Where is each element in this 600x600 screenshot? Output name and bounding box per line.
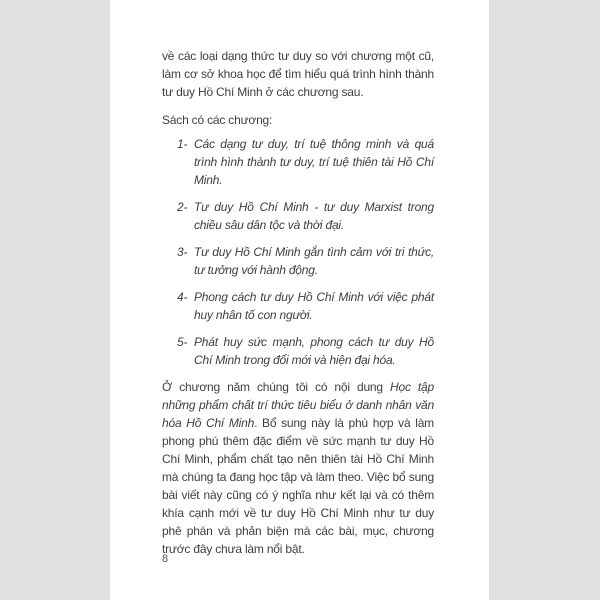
chapter-text: Các dạng tư duy, trí tuệ thông minh và quá trình hình thành tư duy, trí tuệ thiên tài Hồ Chí Minh. (194, 137, 434, 187)
closing-italic-title: Học tập những phẩm chất trí thức tiêu biểu ở danh nhân văn hóa Hồ Chí Minh (162, 380, 434, 430)
chapter-item-2 (177, 198, 434, 234)
book-page (110, 0, 489, 600)
chapter-number: 3- (177, 245, 188, 259)
photo-background-right (489, 0, 600, 600)
chapter-item-3 (177, 243, 434, 279)
chapter-text: Phát huy sức mạnh, phong cách tư duy Hồ Chí Minh trong đổi mới và hiện đại hóa. (194, 335, 434, 367)
intro-paragraph: về các loại dạng thức tư duy so với chương một cũ, làm cơ sở khoa học để tìm hiểu quá trình hình thành tư duy Hồ Chí Minh ở các chương sau. (162, 49, 434, 99)
chapter-text: Tư duy Hồ Chí Minh gắn tình cảm với tri thức, tư tưởng với hành động. (194, 245, 434, 277)
chapter-text: Tư duy Hồ Chí Minh - tư duy Marxist trong chiều sâu dân tộc và thời đại. (194, 200, 434, 232)
chapter-item-4 (177, 288, 434, 324)
chapter-number: 2- (177, 200, 188, 214)
closing-text-after: . Bổ sung này là phù hợp và làm phong phú thêm đặc điểm về sức mạnh tư duy Hồ Chí Minh, phẩm chất tạo nên thiên tài Hồ Chí Minh mà chúng ta đang học tập và làm theo. Việc bổ sung bài viết này cũng có ý nghĩa như kết lại và có thêm khía cạnh mới về tư duy Hồ Chí Minh như tư duy phê phán và phản biện mà các bài, mục, chương trước đây chưa làm nổi bật. (162, 416, 434, 556)
chapter-item-1 (177, 135, 434, 189)
page-number: 8 (162, 553, 169, 565)
chapter-number: 4- (177, 290, 188, 304)
chapter-text: Phong cách tư duy Hồ Chí Minh với việc phát huy nhân tố con người. (194, 290, 434, 322)
closing-paragraph (162, 378, 434, 558)
chapter-number: 5- (177, 335, 188, 349)
chapter-list-intro: Sách có các chương: (162, 113, 273, 127)
photo-background-left (0, 0, 110, 600)
text-column (162, 47, 434, 558)
closing-text-before: Ở chương năm chúng tôi có nội dung (162, 380, 391, 394)
chapter-number: 1- (177, 137, 188, 151)
chapter-item-5 (177, 333, 434, 369)
